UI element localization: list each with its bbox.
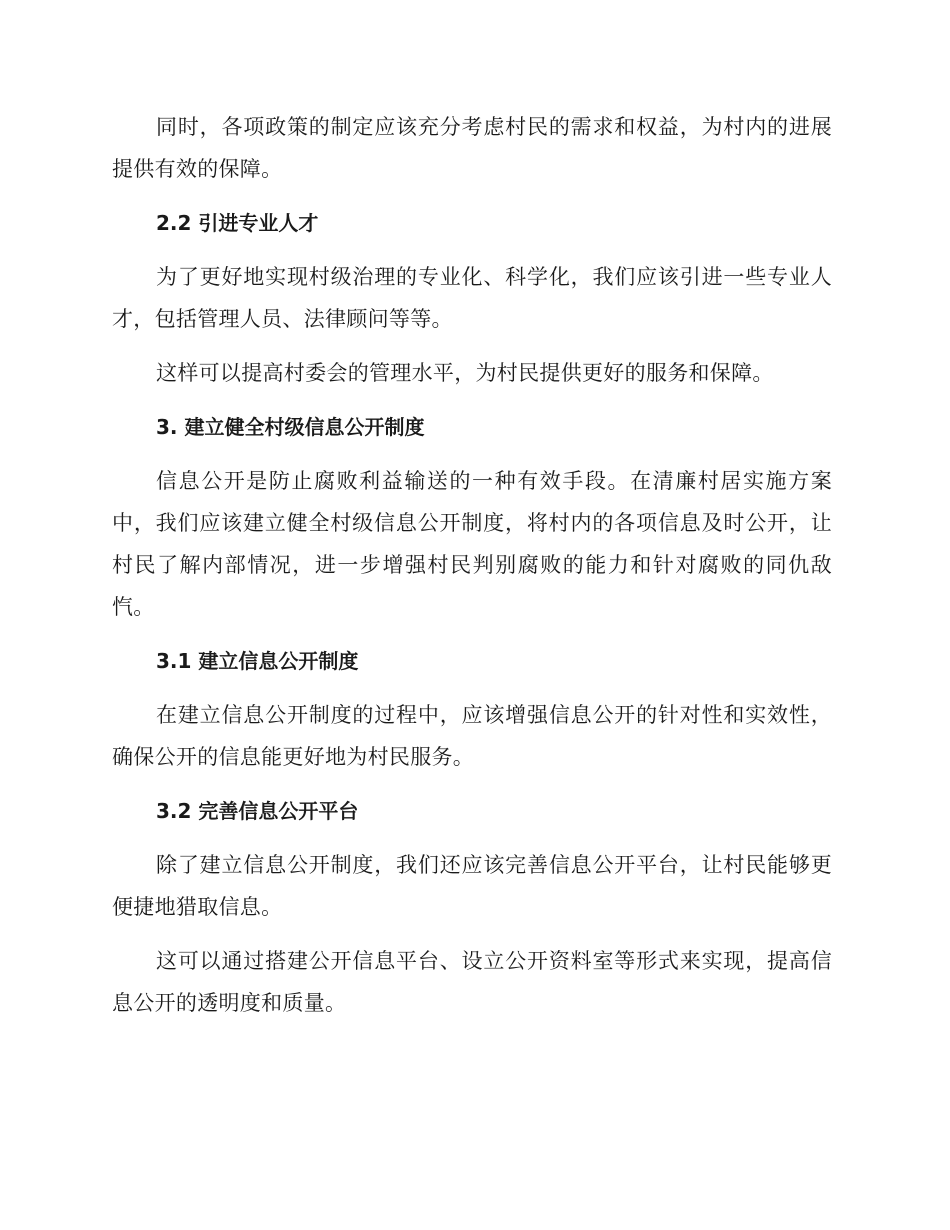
paragraph-disclosure-system: 在建立信息公开制度的过程中，应该增强信息公开的针对性和实效性，确保公开的信息能更好地为村民服务。	[112, 703, 832, 769]
document-page	[112, 106, 832, 1024]
paragraph-policy-needs: 同时，各项政策的制定应该充分考虑村民的需求和权益，为村内的进展提供有效的保障。	[112, 115, 832, 181]
heading-2-2: 2.2 引进专业人才	[156, 211, 319, 235]
heading-3: 3. 建立健全村级信息公开制度	[156, 415, 425, 439]
paragraph-transparency: 这可以通过搭建公开信息平台、设立公开资料室等形式来实现，提高信息公开的透明度和质量。	[112, 949, 832, 1015]
paragraph-management-level: 这样可以提高村委会的管理水平，为村民提供更好的服务和保障。	[156, 361, 774, 385]
paragraph-disclosure-platform: 除了建立信息公开制度，我们还应该完善信息公开平台，让村民能够更便捷地猎取信息。	[112, 853, 832, 919]
paragraph-info-disclosure: 信息公开是防止腐败利益输送的一种有效手段。在清廉村居实施方案中，我们应该建立健全村级信息公开制度，将村内的各项信息及时公开，让村民了解内部情况，进一步增强村民判别腐败的能力和针对腐败的同仇敌忾。	[112, 469, 832, 619]
paragraph-professionals: 为了更好地实现村级治理的专业化、科学化，我们应该引进一些专业人才，包括管理人员、法律顾问等等。	[112, 265, 832, 331]
heading-3-1: 3.1 建立信息公开制度	[156, 649, 359, 673]
heading-3-2: 3.2 完善信息公开平台	[156, 799, 359, 823]
